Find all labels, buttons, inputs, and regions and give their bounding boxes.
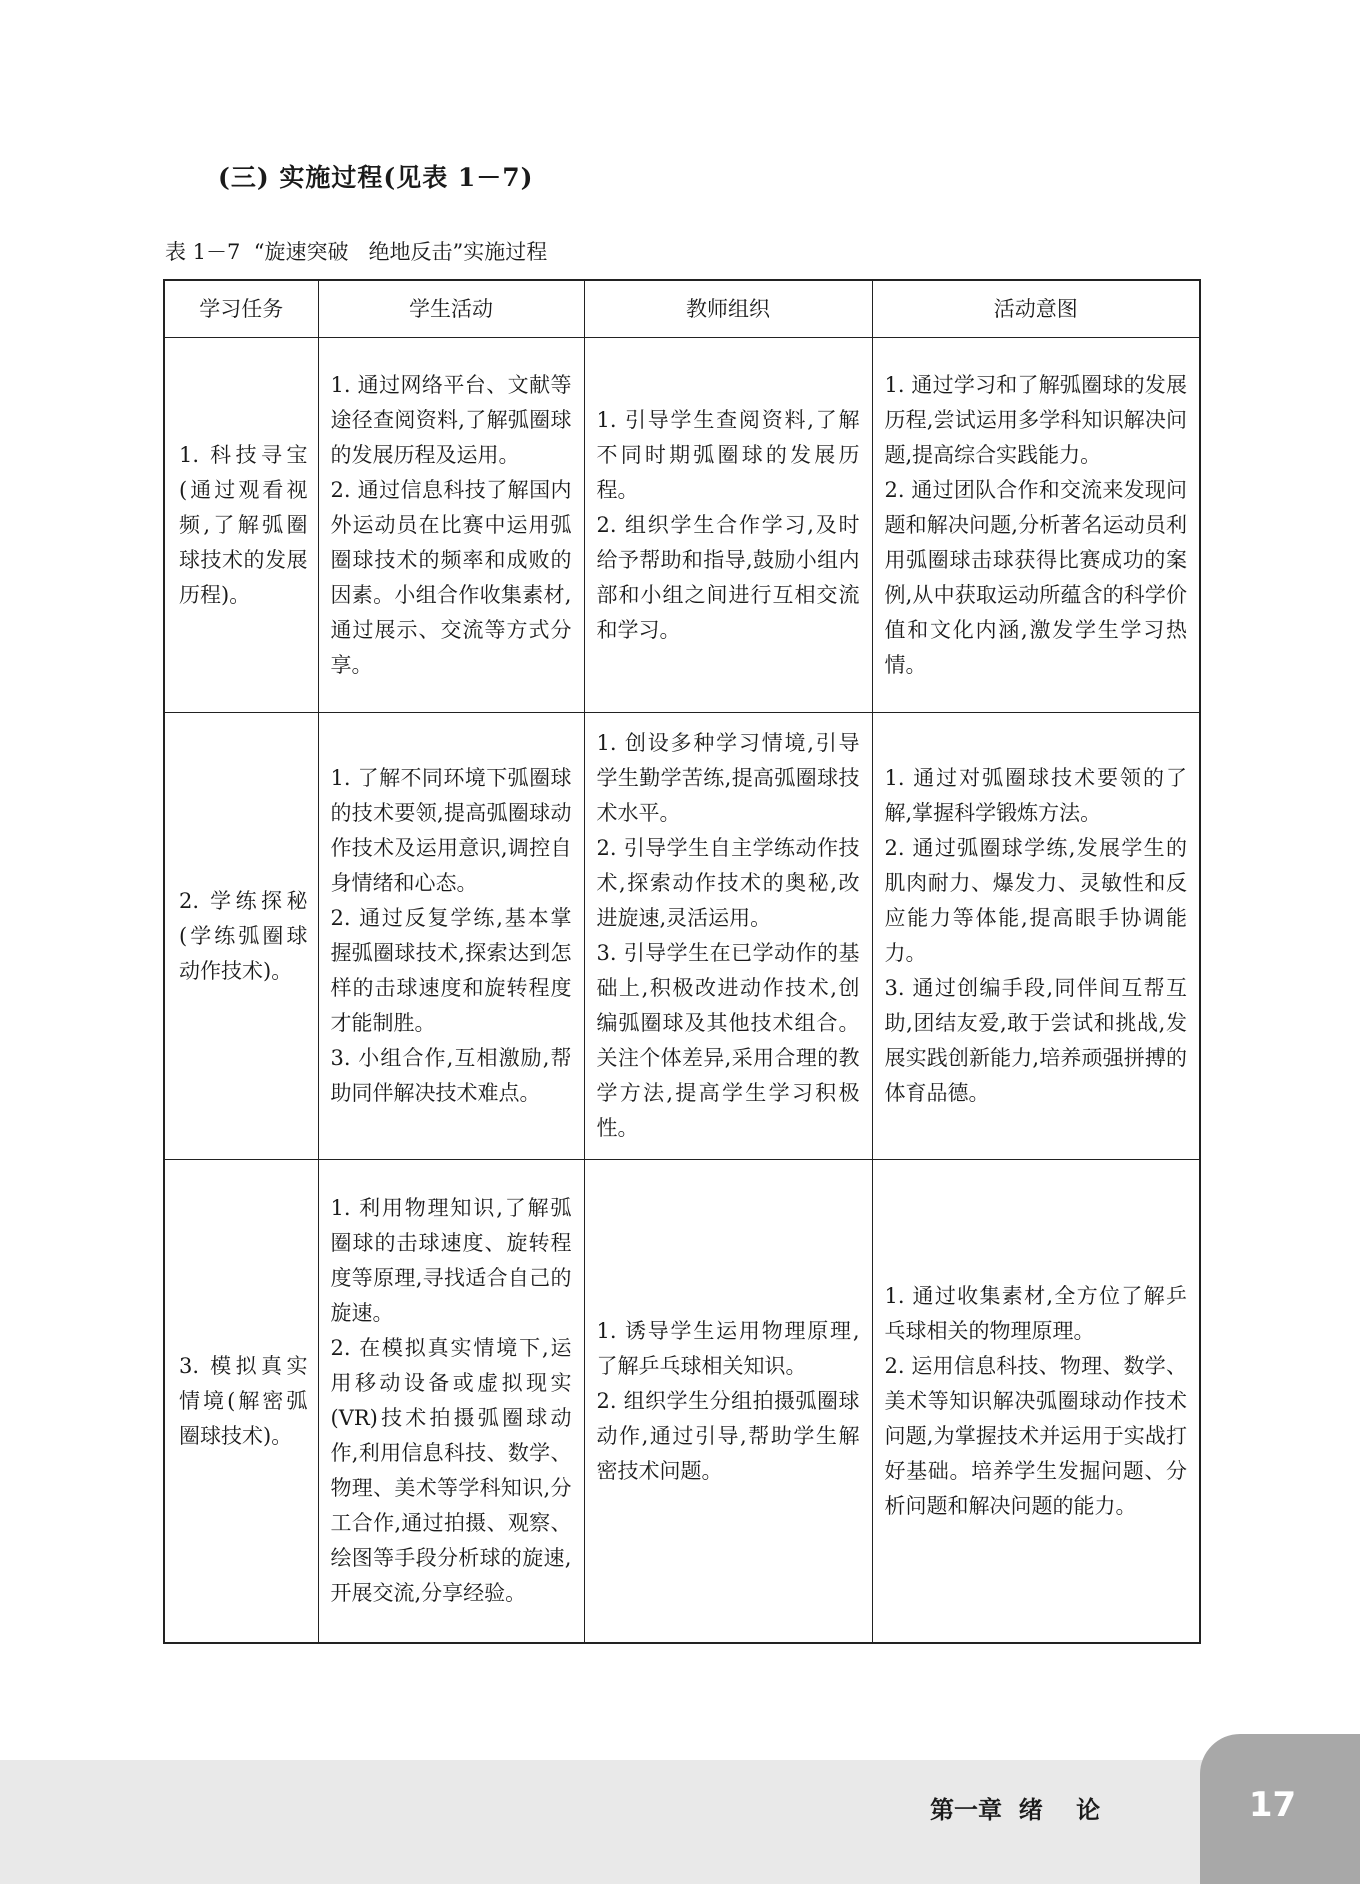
table-caption: 表 1－7 “旋速突破 绝地反击”实施过程 [165,240,548,264]
cell-line: 2. 通过弧圈球学练,发展学生的肌肉耐力、爆发力、灵敏性和反应能力等体能,提高眼手协调能力。 [884,836,1187,965]
cell-line: 2. 通过团队合作和交流来发现问题和解决问题,分析著名运动员利用弧圈球击球获得比赛成功的案例,从中获取运动所蕴含的科学价值和文化内涵,激发学生学习热情。 [884,477,1187,677]
cell-line: 1. 诱导学生运用物理原理,了解乒乓球相关知识。 [596,1318,860,1378]
page-number: 17 [1248,1785,1297,1825]
cell-line: 2. 组织学生合作学习,及时给予帮助和指导,鼓励小组内部和小组之间进行互相交流和学习。 [596,512,860,642]
chapter-label: 第一章 绪 论 [930,1796,1101,1824]
table-row [164,338,1200,713]
cell-line: 1. 通过网络平台、文献等途径查阅资料,了解弧圈球的发展历程及运用。 [330,372,572,467]
section-heading: (三) 实施过程(见表 1－7) [218,163,534,192]
cell-student-activity [318,713,584,1160]
cell-student-activity [318,338,584,713]
cell-line: 3. 引导学生在已学动作的基础上,积极改进动作技术,创编弧圈球及其他技术组合。关注个体差异,采用合理的教学方法,提高学生学习积极性。 [596,941,860,1140]
cell-learning-task [164,1160,318,1644]
cell-line: 2. 运用信息科技、物理、数学、美术等知识解决弧圈球动作技术问题,为掌握技术并运用于实战打好基础。培养学生发掘问题、分析问题和解决问题的能力。 [884,1353,1187,1518]
cell-activity-intent [872,713,1200,1160]
cell-line: 2. 引导学生自主学练动作技术,探索动作技术的奥秘,改进旋速,灵活运用。 [596,836,860,930]
cell-teacher-organization [584,1160,872,1644]
cell-line: 1. 通过收集素材,全方位了解乒乓球相关的物理原理。 [884,1283,1187,1343]
cell-line: 1. 创设多种学习情境,引导学生勤学苦练,提高弧圈球技术水平。 [596,731,860,825]
cell-teacher-organization [584,713,872,1160]
cell-line: 1. 通过对弧圈球技术要领的了解,掌握科学锻炼方法。 [884,766,1187,825]
cell-line: 2. 学练探秘(学练弧圈球动作技术)。 [179,888,308,983]
footer-band [0,1760,1360,1884]
cell-activity-intent [872,338,1200,713]
cell-teacher-organization [584,338,872,713]
cell-line: 3. 模拟真实情境(解密弧圈球技术)。 [179,1353,308,1448]
cell-line: 1. 通过学习和了解弧圈球的发展历程,尝试运用多学科知识解决问题,提高综合实践能力。 [884,372,1187,467]
cell-learning-task [164,338,318,713]
cell-line: 2. 组织学生分组拍摄弧圈球动作,通过引导,帮助学生解密技术问题。 [596,1388,860,1483]
cell-line: 2. 在模拟真实情境下,运用移动设备或虚拟现实(VR)技术拍摄弧圈球动作,利用信息科技、数学、物理、美术等学科知识,分工合作,通过拍摄、观察、绘图等手段分析球的旋速,开展交流,分享经验。 [330,1336,572,1605]
cell-line: 2. 通过反复学练,基本掌握弧圈球技术,探索达到怎样的击球速度和旋转程度才能制胜。 [330,906,572,1035]
table-header-row [164,280,1200,338]
cell-line: 2. 通过信息科技了解国内外运动员在比赛中运用弧圈球技术的频率和成败的因素。小组合作收集素材,通过展示、交流等方式分享。 [330,477,572,677]
cell-line: 3. 通过创编手段,同伴间互帮互助,团结友爱,敢于尝试和挑战,发展实践创新能力,培养顽强拼搏的体育品德。 [884,976,1187,1105]
cell-line: 1. 了解不同环境下弧圈球的技术要领,提高弧圈球动作技术及运用意识,调控自身情绪和心态。 [330,766,572,895]
header-teacher-organization: 教师组织 [584,280,872,338]
header-learning-task: 学习任务 [164,280,318,338]
cell-student-activity [318,1160,584,1644]
header-activity-intent: 活动意图 [872,280,1200,338]
cell-learning-task [164,713,318,1160]
header-student-activity: 学生活动 [318,280,584,338]
cell-line: 1. 引导学生查阅资料,了解不同时期弧圈球的发展历程。 [596,407,860,502]
table-row [164,713,1200,1160]
implementation-process-table [163,279,1201,1644]
cell-activity-intent [872,1160,1200,1644]
table-row [164,1160,1200,1644]
cell-line: 1. 科技寻宝(通过观看视频,了解弧圈球技术的发展历程)。 [179,442,308,607]
cell-line: 1. 利用物理知识,了解弧圈球的击球速度、旋转程度等原理,寻找适合自己的旋速。 [330,1196,572,1325]
cell-line: 3. 小组合作,互相激励,帮助同伴解决技术难点。 [330,1046,572,1105]
